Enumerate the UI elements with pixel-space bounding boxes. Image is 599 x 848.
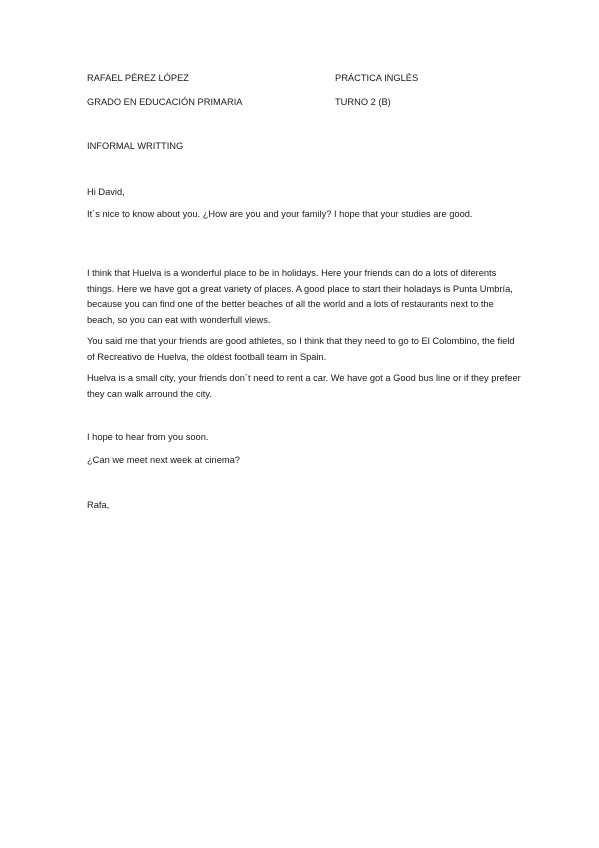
paragraph-intro: It´s nice to know about you. ¿How are you and your family? I hope that your studies are good.: [87, 209, 473, 219]
degree-label: GRADO EN EDUCACIÓN PRIMARIA: [87, 97, 243, 107]
paragraph-athletes: You said me that your friends are good athletes, so I think that they need to go to El Colombino, the field of Recreativo de Huelva, the oldest football team in Spain.: [87, 336, 515, 362]
greeting: Hi David,: [87, 187, 125, 197]
paragraph-closing: I hope to hear from you soon.: [87, 432, 209, 442]
signature: Rafa,: [87, 500, 110, 510]
subject-label: PRÁCTICA INGLÉS: [335, 73, 419, 83]
group-label: TURNO 2 (B): [335, 97, 391, 107]
author-name: RAFAEL PÉREZ LÓPEZ: [87, 73, 189, 83]
paragraph-huelva: I think that Huelva is a wonderful place to be in holidays. Here your friends can do a lots of diferents things. Here we have got a great variety of places. A good place to start their holadays is Punta Umbría, because you can find one of the better beaches of all the world and a lots of restaurants next to the beach, so you can eat with wonderfull views.: [87, 268, 513, 325]
paragraph-question: ¿Can we meet next week at cinema?: [87, 455, 240, 465]
header-row-1: [87, 71, 539, 85]
document-title: INFORMAL WRITTING: [87, 141, 184, 151]
header-row-2: [87, 95, 539, 109]
paragraph-city: Huelva is a small city, your friends don´t need to rent a car. We have got a Good bus line or if they prefeer they can walk arround the city.: [87, 373, 521, 399]
